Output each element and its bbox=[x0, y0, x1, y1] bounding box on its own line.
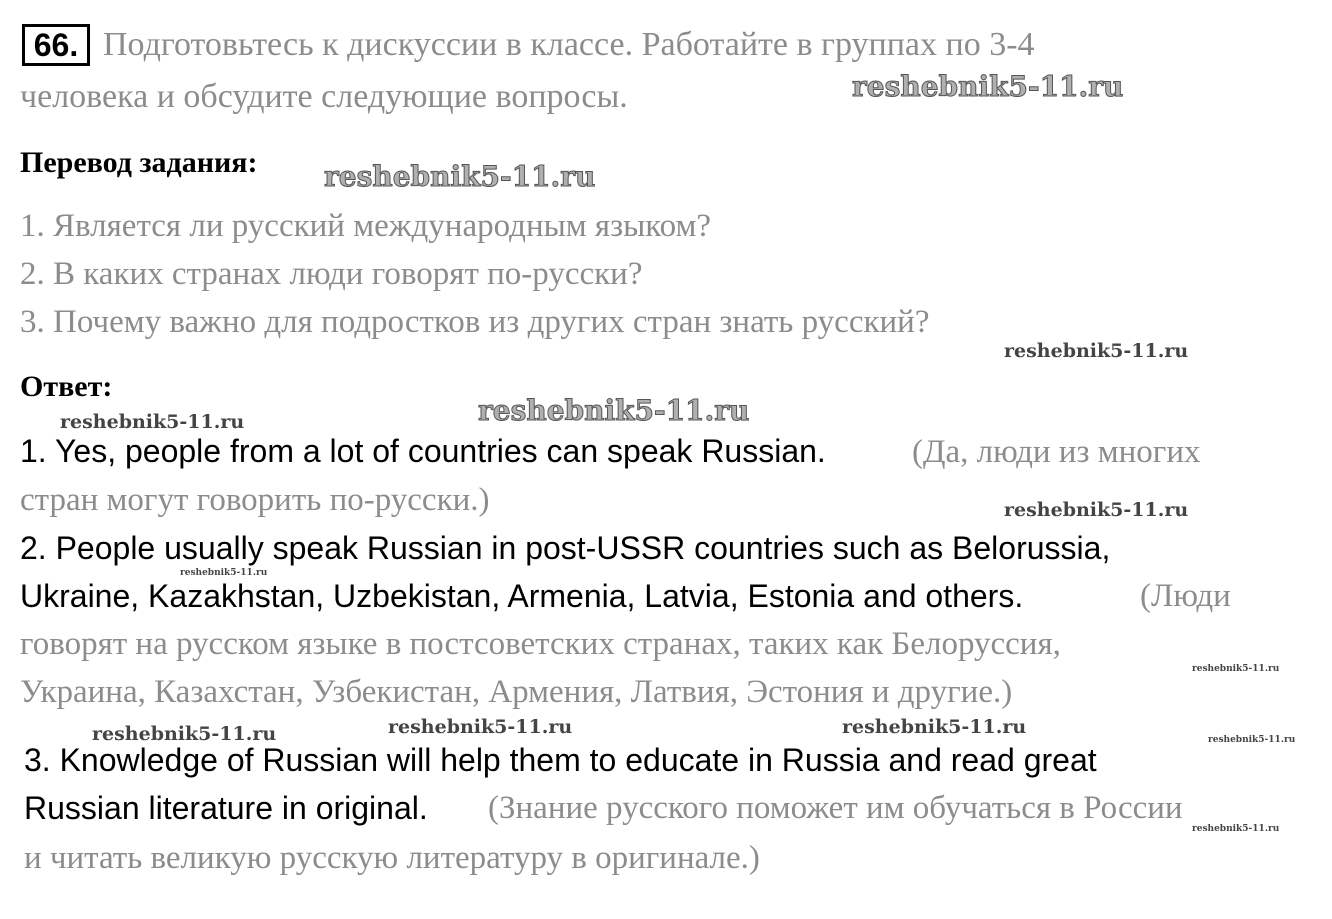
task-text-line-1: Подготовьтесь к дискуссии в классе. Работайте в группах по 3-4 bbox=[103, 26, 1035, 63]
task-number: 66. bbox=[22, 24, 90, 66]
watermark: reshebnik5-11.ru bbox=[324, 160, 596, 193]
translation-question-1: 1. Является ли русский международным языком? bbox=[20, 208, 712, 244]
answer-3-russian-line-2: и читать великую русскую литературу в оригинале.) bbox=[24, 840, 760, 876]
answer-2-russian-line-3: Украина, Казахстан, Узбекистан, Армения, Латвия, Эстония и другие.) bbox=[20, 674, 1013, 710]
watermark: reshebnik5-11.ru bbox=[1208, 735, 1296, 745]
watermark: reshebnik5-11.ru bbox=[60, 411, 245, 433]
watermark: reshebnik5-11.ru bbox=[388, 716, 573, 738]
answer-1-russian-end: стран могут говорить по-русски.) bbox=[20, 482, 490, 518]
watermark: reshebnik5-11.ru bbox=[1192, 664, 1280, 674]
answer-2-english-line-1: 2. People usually speak Russian in post-USSR countries such as Belorussia, bbox=[20, 530, 1111, 566]
watermark: reshebnik5-11.ru bbox=[478, 394, 750, 427]
watermark: reshebnik5-11.ru bbox=[852, 70, 1124, 103]
translation-question-2: 2. В каких странах люди говорят по-русски? bbox=[20, 256, 643, 292]
answer-3-english-line-2: Russian literature in original. bbox=[24, 790, 428, 826]
answer-1-english: 1. Yes, people from a lot of countries can speak Russian. bbox=[20, 433, 826, 469]
translation-question-3: 3. Почему важно для подростков из других стран знать русский? bbox=[20, 304, 930, 340]
watermark: reshebnik5-11.ru bbox=[1192, 824, 1280, 834]
watermark: reshebnik5-11.ru bbox=[842, 716, 1027, 738]
watermark: reshebnik5-11.ru bbox=[180, 568, 268, 578]
translation-heading: Перевод задания: bbox=[20, 146, 258, 179]
watermark: reshebnik5-11.ru bbox=[1004, 340, 1189, 362]
answer-2-english-line-2: Ukraine, Kazakhstan, Uzbekistan, Armenia, Latvia, Estonia and others. bbox=[20, 578, 1024, 614]
answer-3-english-line-1: 3. Knowledge of Russian will help them to educate in Russia and read great bbox=[24, 742, 1097, 778]
answer-3-russian-line-1: (Знание русского поможет им обучаться в России bbox=[488, 790, 1183, 826]
answer-2-russian-start: (Люди bbox=[1140, 578, 1231, 614]
task-text-line-2: человека и обсудите следующие вопросы. bbox=[20, 78, 628, 115]
answer-heading: Ответ: bbox=[20, 370, 113, 403]
watermark: reshebnik5-11.ru bbox=[92, 723, 277, 745]
answer-1-russian-start: (Да, люди из многих bbox=[912, 434, 1201, 470]
watermark: reshebnik5-11.ru bbox=[1004, 499, 1189, 521]
answer-2-russian-line-2: говорят на русском языке в постсоветских странах, таких как Белоруссия, bbox=[20, 626, 1061, 662]
